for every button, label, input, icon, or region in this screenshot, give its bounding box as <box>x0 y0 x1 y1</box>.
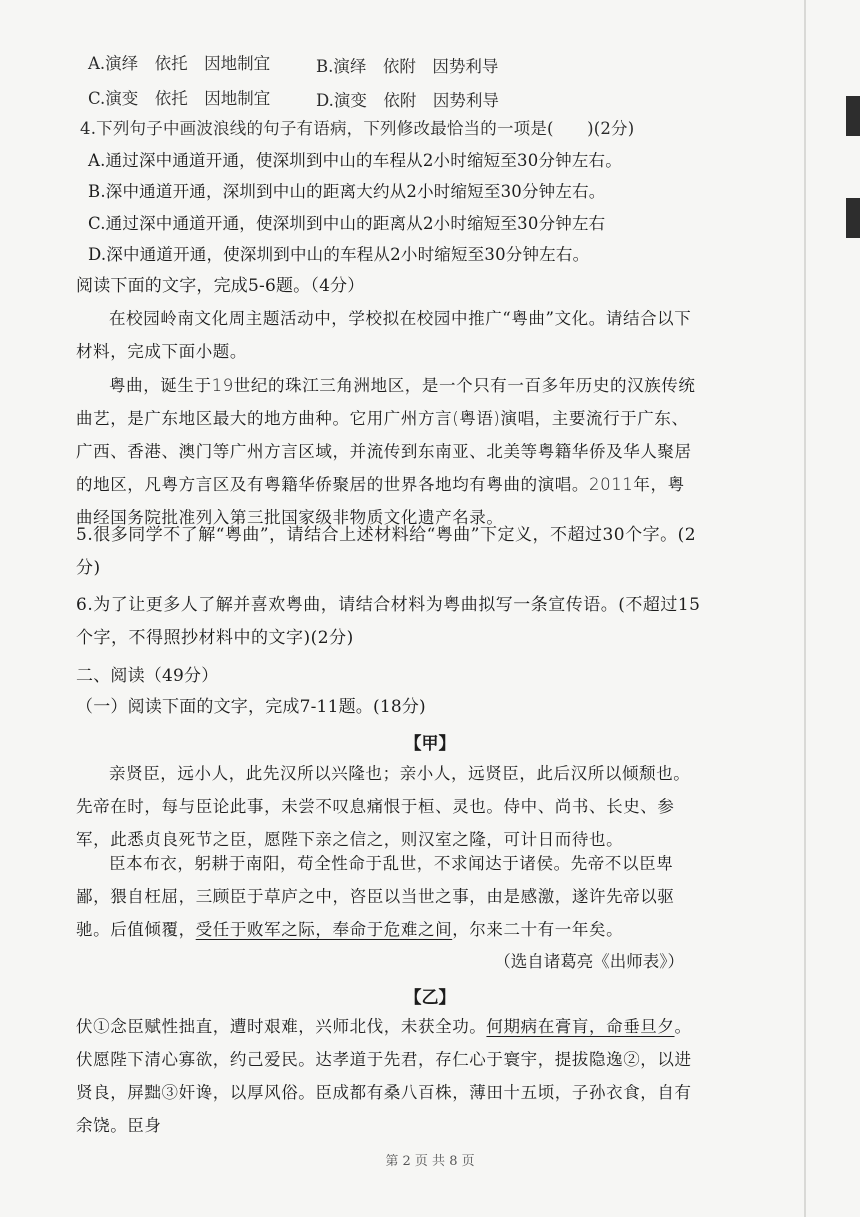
q4-option-a: A.通过深中通道开通，使深圳到中山的车程从2小时缩短至30分钟左右。 <box>88 151 622 170</box>
option-a: A.演绎 依托 因地制宜 <box>88 54 271 73</box>
scan-edge-mark <box>846 96 860 136</box>
passage-jia-p1: 亲贤臣，远小人，此先汉所以兴隆也；亲小人，远贤臣，此后汉所以倾颓也。先帝在时，每与臣论此事，未尝不叹息痛恨于桓、灵也。侍中、尚书、长史、参军，此悉贞良死节之臣，愿陛下亲之信之，则汉室之隆，可计日而待也。 <box>76 764 691 849</box>
question-5: 5.很多同学不了解“粤曲”，请结合上述材料给“粤曲”下定义，不超过30个字。(2分) <box>76 525 697 578</box>
passage-yi-title: 【乙】 <box>404 988 456 1008</box>
jia-p2-text: 臣本布衣，躬耕于南阳，苟全性命于乱世，不求闻达于诸侯。先帝不以臣卑鄙，猥自枉屈，三顾臣于草庐之中，咨臣以当世之事，由是感激，遂许先帝以驱驰。后值倾覆， <box>76 854 675 939</box>
yi-text-end: 。伏愿陛下清心寡欲，约己爱民。达孝道于先君，存仁心于寰宇，提拔隐逸②，以进贤良，屏黜③奸谗，以厚风俗。臣成都有桑八百株，薄田十五顷，子孙衣食，自有余饶。臣身 <box>76 1017 692 1135</box>
passage-jia-p2 <box>76 847 698 946</box>
context-paragraph: 在校园岭南文化周主题活动中，学校拟在校园中推广“粤曲”文化。请结合以下材料，完成下面小题。 <box>76 309 692 361</box>
option-c: C.演变 依托 因地制宜 <box>88 89 271 108</box>
passage-yi-p1 <box>76 1010 698 1142</box>
jia-p2-underlined: 受任于败军之际，奉命于危难之间 <box>195 920 453 939</box>
jia-p2-text-end: ，尔来二十有一年矣。 <box>452 920 624 939</box>
question-6: 6.为了让更多人了解并喜欢粤曲，请结合材料为粤曲拟写一条宣传语。(不超过15个字，不得照抄材料中的文字)(2分) <box>76 595 701 648</box>
sub-section-heading: （一）阅读下面的文字，完成7-11题。(18分) <box>76 697 426 717</box>
passage-jia-source: （选自诸葛亮《出师表》） <box>494 952 684 971</box>
material-paragraph: 粤曲，诞生于19世纪的珠江三角洲地区，是一个只有一百多年历史的汉族传统曲艺，是广东地区最大的地方曲种。它用广州方言(粤语)演唱，主要流行于广东、广西、香港、澳门等广州方言区域，并流传到东南亚、北美等粤籍华侨及华人聚居的地区，凡粤方言区及有粤籍华侨聚居的世界各地均有粤曲的演唱。2011年，粤曲经国务院批准列入第三批国家级非物质文化遗产名录。 <box>76 376 696 527</box>
q4-option-b: B.深中通道开通，深圳到中山的距离大约从2小时缩短至30分钟左右。 <box>88 182 606 201</box>
page-footer: 第 2 页 共 8 页 <box>385 1154 475 1169</box>
reading-intro: 阅读下面的文字，完成5-6题。（4分） <box>76 276 365 296</box>
yi-text: 伏①念臣赋性拙直，遭时艰难，兴师北伐，未获全功。 <box>76 1017 487 1036</box>
scan-edge-mark <box>846 198 860 238</box>
q4-option-c: C.通过深中通道开通，使深圳到中山的距离从2小时缩短至30分钟左右 <box>88 214 606 233</box>
scan-edge-line <box>804 0 806 1217</box>
option-b: B.演绎 依附 因势利导 <box>316 57 499 76</box>
q4-option-d: D.深中通道开通，使深圳到中山的车程从2小时缩短至30分钟左右。 <box>88 245 590 264</box>
q4-stem: 4.下列句子中画波浪线的句子有语病，下列修改最恰当的一项是( )(2分) <box>80 119 635 138</box>
yi-underlined: 何期病在膏肓，命垂旦夕 <box>486 1017 675 1036</box>
option-d: D.演变 依附 因势利导 <box>316 91 499 110</box>
section-heading: 二、阅读（49分） <box>76 666 219 686</box>
passage-jia-title: 【甲】 <box>404 734 456 754</box>
